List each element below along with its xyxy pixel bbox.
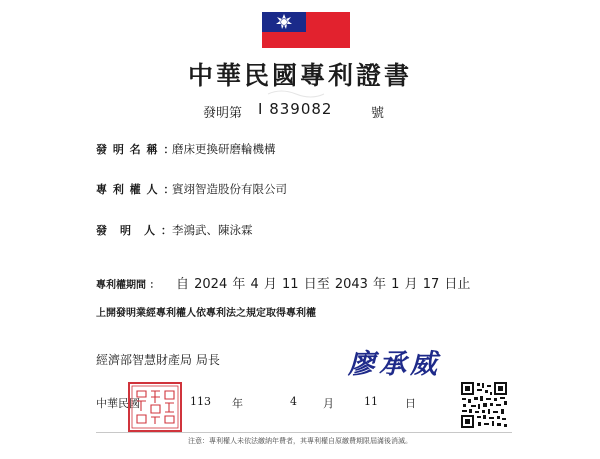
date-year: 113 xyxy=(190,395,211,408)
patent-term-value: 自 2024 年 4 月 11 日至 2043 年 1 月 17 日止 xyxy=(176,277,471,292)
date-day-unit: 日 xyxy=(405,397,416,410)
patent-number-suffix: 號 xyxy=(371,106,385,121)
field-label: 發 明 名 稱 ： xyxy=(96,143,176,156)
date-month-unit: 月 xyxy=(323,397,334,410)
field-label: 專 利 權 人 ： xyxy=(96,183,176,196)
date-era: 中華民國 xyxy=(96,397,140,410)
patent-number: I 839082 xyxy=(258,100,333,118)
field-patentee xyxy=(0,181,600,199)
patent-number-row xyxy=(0,100,600,120)
field-label: 發 明 人 ： xyxy=(96,224,173,237)
field-value: 李鴻武、陳泳霖 xyxy=(172,223,253,237)
field-value: 磨床更換研磨輪機構 xyxy=(172,142,276,156)
issue-date-row xyxy=(0,395,600,413)
patent-number-label: 發明第 xyxy=(203,106,243,121)
footer-note: 注意：專利權人未依法繳納年費者，其專利權自原繳費期限屆滿後消滅。 xyxy=(188,437,412,445)
date-year-unit: 年 xyxy=(232,397,243,410)
date-month: 4 xyxy=(290,395,297,408)
patent-term-label: 專利權期間 ： xyxy=(96,280,160,291)
issuing-authority: 經濟部智慧財產局 局長 xyxy=(96,353,220,367)
footer-divider xyxy=(96,432,512,433)
date-day: 11 xyxy=(364,395,378,408)
director-signature: 廖承威 xyxy=(348,349,441,380)
field-invention-title xyxy=(0,141,600,159)
qr-code-icon xyxy=(460,381,508,429)
certificate-title: 中華民國專利證書 xyxy=(187,61,412,90)
field-value: 賓翊智造股份有限公司 xyxy=(172,182,287,196)
field-inventors xyxy=(0,222,600,240)
patent-term-row xyxy=(0,273,600,293)
scan-artifact xyxy=(266,88,326,100)
national-flag-icon xyxy=(262,12,350,48)
grant-statement: 上開發明業經專利權人依專利法之規定取得專利權 xyxy=(96,308,316,319)
official-seal-icon xyxy=(128,382,182,432)
